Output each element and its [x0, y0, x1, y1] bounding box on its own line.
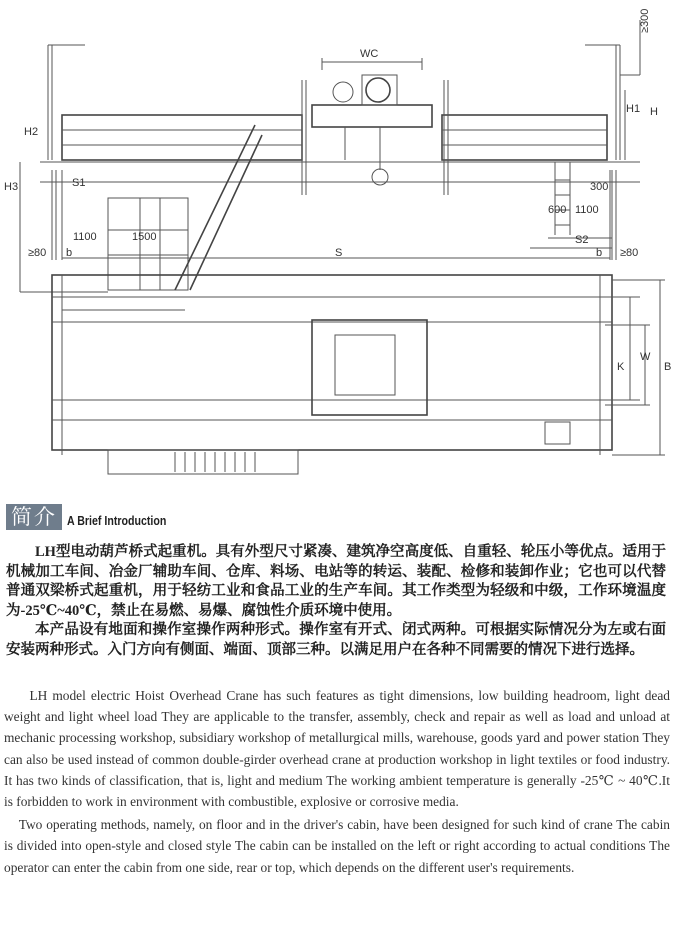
- dim-h1: H1: [626, 103, 641, 115]
- chinese-paragraph: 本产品设有地面和操作室操作两种形式。操作室有开式、闭式两种。可根据实际情况分为左或右面安装两种形式。入门方向有侧面、端面、顶部三种。以满足用户在各种不同需要的情况下进行选择。: [6, 622, 666, 658]
- chinese-paragraph: LH型电动葫芦桥式起重机。具有外型尺寸紧凑、建筑净空高度低、自重轻、轮压小等优点。适用于机械加工车间、冶金厂辅助车间、仓库、料场、电站等的转运、装配、检修和装卸作业；它也可以代替普通双梁桥式起重机，用于轻纺工业和食品工业的生产车间。其工作类型为轻级和中级，工作环境温度为-25℃~40℃，禁止在易燃、易爆、腐蚀性介质环境中使用。: [6, 544, 666, 619]
- dim-clearance-top: ≥300: [639, 8, 651, 33]
- dim-b: B: [664, 361, 672, 373]
- elevation-view: [4, 9, 658, 310]
- chinese-introduction: [6, 543, 666, 660]
- dim-gap-left: ≥80: [28, 247, 47, 259]
- section-header: [6, 504, 184, 530]
- english-paragraph: LH model electric Hoist Overhead Crane has such features as tight dimensions, low building headroom, light dead weight and light wheel load They are applicable to the transfer, assembly, check and repair as well as load and unload at mechanic processing workshop, subsidiary workshop of metallurgical mills, warehouse, goods yard and power station They can also be used instead of common double-girder overhead crane at production workshop in light textiles or food industry. It has two kinds of classification, that is, light and medium The working ambient temperature is generally -25℃ ~ 40℃.It is forbidden to work in environment with combustible, explosive or corrosive media.: [4, 688, 670, 810]
- dim-span: S: [335, 247, 343, 259]
- english-introduction: [4, 685, 670, 878]
- dim-b-left: b: [66, 247, 73, 259]
- dim-1100-right: 1100: [575, 204, 599, 216]
- dim-300: 300: [590, 181, 609, 193]
- dim-600: 600: [548, 204, 567, 216]
- dim-s1: S1: [72, 177, 86, 189]
- section-badge: 简介: [6, 504, 62, 530]
- dim-1500: 1500: [132, 231, 157, 243]
- dim-b-right: b: [596, 247, 603, 259]
- dim-1100-left: 1100: [73, 231, 97, 243]
- dim-h: H: [650, 106, 658, 118]
- dim-h2: H2: [24, 126, 39, 138]
- dim-s2: S2: [575, 234, 589, 246]
- section-title: A Brief Introduction: [67, 514, 167, 528]
- dim-wc: WC: [360, 48, 379, 60]
- dim-k: K: [617, 361, 625, 373]
- english-paragraph: Two operating methods, namely, on floor and in the driver's cabin, have been designed for such kind of crane The cabin is divided into open-style and closed style The cabin can be installed on the left or right according to actual conditions The operator can enter the cabin from one side, rear or top, which depends on the different user's requirements.: [4, 817, 670, 875]
- dim-h3: H3: [4, 181, 19, 193]
- dim-w: W: [640, 351, 651, 363]
- dim-gap-right: ≥80: [620, 247, 639, 259]
- plan-view: [52, 275, 671, 474]
